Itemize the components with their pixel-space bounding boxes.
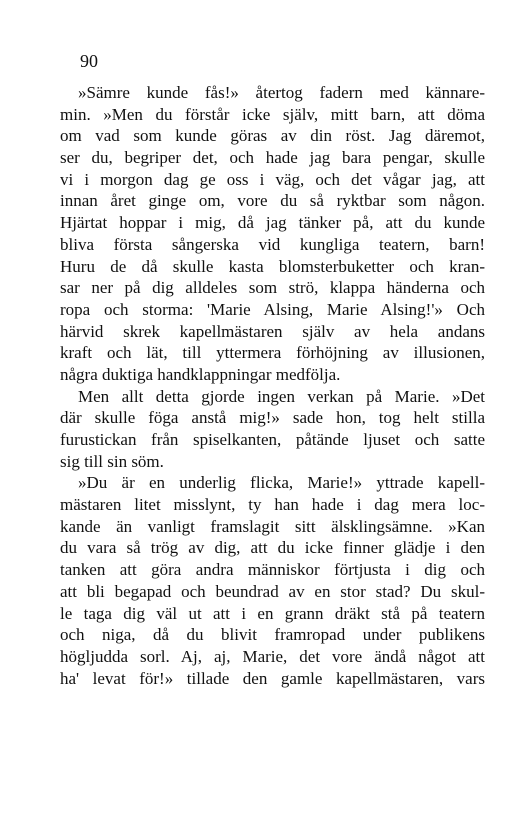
text-line: bliva första sångerska vid kungliga teatern, barn! [60,234,485,254]
text-line: högljudda sorl. Aj, aj, Marie, det vore ändå något att [60,646,485,666]
text-line: innan året ginge om, vore du så ryktbar som någon. [60,191,485,211]
text-line: Hjärtat hoppar i mig, då jag tänker på, att du kunde [60,213,485,233]
text-line: kraft och lät, till yttermera förhöjning av illusionen, [60,343,485,363]
text-line: furustickan från spiselkanten, påtände ljuset och satte [60,430,485,449]
text-line: min. »Men du förstår icke själv, mitt barn, att döma [60,104,485,124]
text-line: ropa och storma: 'Marie Alsing, Marie Alsing!'» Och [60,299,485,319]
text-line: vi i morgon dag ge oss i väg, och det vågar jag, att [60,169,485,189]
text-line: och niga, då du blivit framropad under publikens [60,625,485,645]
text-line: härvid skrek kapellmästaren själv av hela andans [60,321,485,341]
text-line: le taga dig väl ut att i en grann dräkt stå på teatern [60,603,485,623]
text-line: om vad som kunde göras av din röst. Jag däremot, [60,126,485,146]
text-line: »Du är en underlig flicka, Marie!» yttrade kapell- [78,473,485,493]
text-line: ha' levat för!» tillade den gamle kapellmästaren, vars [60,668,485,688]
text-line: Huru de då skulle kasta blomsterbuketter och kran- [60,256,485,276]
text-line: ser du, begriper det, och hade jag bara pengar, skulle [60,148,485,168]
text-line: sar ner på dig alldeles som strö, klappa händerna och [60,278,485,298]
text-line: där skulle föga anstå mig!» sade hon, tog helt stilla [60,408,485,428]
text-line: du vara så trög av dig, att du icke finner glädje i den [60,538,485,558]
text-line: Men allt detta gjorde ingen verkan på Marie. »Det [78,386,485,406]
text-line: kande än vanligt framslagit sitt älsklingsämne. »Kan [60,516,485,536]
body-text [60,82,485,689]
text-line: »Sämre kunde fås!» återtog fadern med kännare- [78,83,485,102]
text-line: mästaren litet misslynt, ty han hade i dag mera loc- [60,495,485,515]
text-line: sig till sin söm. [60,451,164,471]
page-number: 90 [80,51,98,71]
text-line: att bli begapad och beundrad av en stor stad? Du skul- [60,581,485,601]
text-line: några duktiga handklappningar medfölja. [60,364,341,384]
text-line: tanken att göra andra människor förtjusta i dig och [60,560,485,580]
